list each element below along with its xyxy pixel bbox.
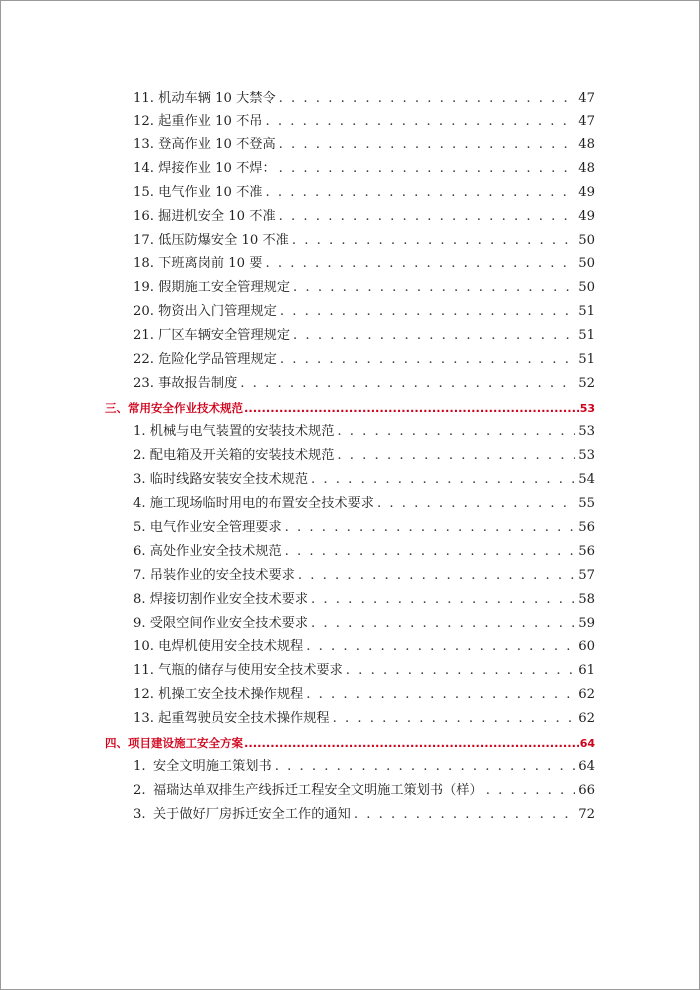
toc-entry-label — [133, 803, 351, 827]
toc-entry-label: 6. 高处作业安全技术规范 — [133, 544, 282, 559]
leader-dots — [486, 779, 576, 803]
toc-entry-label: 1. 机械与电气装置的安装技术规范 — [133, 424, 335, 439]
toc-entry-label: 22. 危险化学品管理规定 — [133, 352, 277, 367]
toc-entry-label: 16. 掘进机安全 10 不准 — [133, 209, 276, 224]
toc-entry-label: 5. 电气作业安全管理要求 — [133, 520, 282, 535]
toc-entry-page: 48 — [578, 161, 595, 176]
toc-entry[interactable] — [133, 110, 595, 134]
toc-entry-label: 11. 机动车辆 10 大禁令 — [133, 91, 276, 106]
toc-entry-page: 50 — [578, 256, 595, 271]
toc-entry[interactable] — [133, 612, 595, 636]
leader-dots — [293, 324, 575, 348]
toc-entry-label: 13. 登高作业 10 不登高 — [133, 137, 276, 152]
toc-entry-number: 3. — [133, 807, 146, 822]
toc-entry[interactable] — [133, 157, 595, 181]
toc-entry-page: 55 — [578, 496, 595, 511]
leader-dots — [244, 731, 579, 755]
toc-entry[interactable] — [133, 444, 595, 468]
toc-entry-page: 52 — [578, 376, 595, 391]
toc-entry-page: 59 — [578, 616, 595, 631]
toc-entry-label: 9. 受限空间作业安全技术要求 — [133, 616, 309, 631]
toc-entry[interactable] — [133, 181, 595, 205]
toc-entry-label: 19. 假期施工安全管理规定 — [133, 280, 291, 295]
toc-entry[interactable] — [133, 779, 595, 803]
toc-entry-text: 关于做好厂房拆迁安全工作的通知 — [153, 807, 351, 822]
toc-entry-text: 安全文明施工策划书 — [153, 759, 272, 774]
toc-entry-label: 12. 机操工安全技术操作规程 — [133, 687, 304, 702]
toc-entry-page: 50 — [578, 280, 595, 295]
toc-entry-page: 53 — [578, 424, 595, 439]
toc-section-page: 53 — [579, 402, 595, 415]
leader-dots — [280, 300, 575, 324]
toc-entry[interactable] — [133, 803, 595, 827]
toc-entry[interactable] — [133, 324, 595, 348]
toc-entry[interactable] — [133, 420, 595, 444]
leader-dots — [279, 205, 576, 229]
toc-section-4[interactable] — [105, 731, 595, 755]
toc-entry-label: 23. 事故报告制度 — [133, 376, 238, 391]
toc-entry-page: 50 — [578, 233, 595, 248]
toc-section-label: 四、项目建设施工安全方案 — [105, 736, 243, 750]
leader-dots — [377, 492, 575, 516]
toc-entry-page: 49 — [578, 209, 595, 224]
toc-entry-label: 21. 厂区车辆安全管理规定 — [133, 328, 291, 343]
toc-entry[interactable] — [133, 588, 595, 612]
toc-entry[interactable] — [133, 683, 595, 707]
toc-entry-label: 20. 物资出入门管理规定 — [133, 304, 277, 319]
toc-entry[interactable] — [133, 348, 595, 372]
toc-entry-label — [133, 779, 483, 803]
toc-entry-page: 64 — [578, 759, 595, 774]
toc-entry-label: 7. 吊装作业的安全技术要求 — [133, 568, 295, 583]
toc-entry-page: 51 — [578, 304, 595, 319]
toc-entry[interactable] — [133, 133, 595, 157]
toc-entry[interactable] — [133, 372, 595, 396]
leader-dots — [293, 276, 575, 300]
leader-dots — [333, 707, 576, 731]
toc-entry-page: 48 — [578, 137, 595, 152]
toc-entry[interactable] — [133, 468, 595, 492]
toc-entry-page: 54 — [578, 472, 595, 487]
toc-entry-label: 13. 起重驾驶员安全技术操作规程 — [133, 711, 330, 726]
toc-entry[interactable] — [133, 492, 595, 516]
toc-entry-page: 56 — [578, 544, 595, 559]
toc-entry-page: 72 — [578, 807, 595, 822]
leader-dots — [279, 87, 576, 111]
toc-entry-page: 66 — [578, 783, 595, 798]
toc-entry-label: 17. 低压防爆安全 10 不准 — [133, 233, 289, 248]
leader-dots — [265, 181, 575, 205]
leader-dots — [298, 564, 575, 588]
toc-entry-page: 47 — [578, 91, 595, 106]
toc-entry[interactable] — [133, 229, 595, 253]
toc-entry[interactable] — [133, 87, 595, 111]
leader-dots — [285, 540, 576, 564]
toc-entry-label — [133, 755, 272, 779]
leader-dots — [244, 396, 579, 420]
leader-dots — [354, 803, 575, 827]
leader-dots — [337, 444, 575, 468]
toc-entry-label: 10. 电焊机使用安全技术规程 — [133, 639, 304, 654]
leader-dots — [337, 420, 575, 444]
toc-entry[interactable] — [133, 300, 595, 324]
toc-entry-label: 4. 施工现场临时用电的布置安全技术要求 — [133, 496, 374, 511]
leader-dots — [306, 635, 575, 659]
toc-entry-page: 51 — [578, 352, 595, 367]
toc-entry-page: 62 — [578, 711, 595, 726]
toc-entry-page: 56 — [578, 520, 595, 535]
toc-entry-number: 2. — [133, 783, 146, 798]
leader-dots — [311, 588, 575, 612]
toc-entry-page: 60 — [578, 639, 595, 654]
toc-entry[interactable] — [133, 635, 595, 659]
toc-entry[interactable] — [133, 276, 595, 300]
toc-entry-label: 8. 焊接切割作业安全技术要求 — [133, 592, 309, 607]
leader-dots — [311, 612, 575, 636]
toc-entry[interactable] — [133, 540, 595, 564]
toc-entry[interactable] — [133, 205, 595, 229]
leader-dots — [279, 133, 576, 157]
toc-entry[interactable] — [133, 516, 595, 540]
toc-entry-page: 49 — [578, 185, 595, 200]
leader-dots — [279, 157, 576, 181]
toc-entry-label: 3. 临时线路安装安全技术规范 — [133, 472, 309, 487]
leader-dots — [346, 659, 575, 683]
leader-dots — [265, 110, 575, 134]
toc-entry-page: 51 — [578, 328, 595, 343]
toc-entry-label: 15. 电气作业 10 不准 — [133, 185, 263, 200]
toc-entry[interactable] — [133, 755, 595, 779]
toc-section-3[interactable] — [105, 396, 595, 420]
toc-entry[interactable] — [133, 252, 595, 276]
toc-entry-page: 62 — [578, 687, 595, 702]
toc-section-page: 64 — [579, 737, 595, 750]
toc-entry-page: 53 — [578, 448, 595, 463]
leader-dots — [265, 252, 575, 276]
toc-entry[interactable] — [133, 564, 595, 588]
leader-dots — [275, 755, 576, 779]
toc-entry[interactable] — [133, 659, 595, 683]
toc-entry-label: 12. 起重作业 10 不吊 — [133, 114, 263, 129]
toc-section-label: 三、常用安全作业技术规范 — [105, 401, 243, 415]
leader-dots — [306, 683, 575, 707]
leader-dots — [240, 372, 575, 396]
leader-dots — [311, 468, 575, 492]
leader-dots — [285, 516, 576, 540]
toc-entry-label: 18. 下班离岗前 10 要 — [133, 256, 263, 271]
toc-entry-page: 57 — [578, 568, 595, 583]
toc-entry-page: 47 — [578, 114, 595, 129]
toc-entry[interactable] — [133, 707, 595, 731]
toc-entry-label: 11. 气瓶的储存与使用安全技术要求 — [133, 663, 343, 678]
toc-entry-page: 58 — [578, 592, 595, 607]
toc-entry-label: 2. 配电箱及开关箱的安装技术规范 — [133, 448, 335, 463]
toc-entry-number: 1. — [133, 759, 146, 774]
toc-entry-page: 61 — [578, 663, 595, 678]
toc-entry-label: 14. 焊接作业 10 不焊： — [133, 161, 276, 176]
leader-dots — [280, 348, 575, 372]
toc-entry-text: 福瑞达单双排生产线拆迁工程安全文明施工策划书（样） — [153, 783, 483, 798]
leader-dots — [292, 229, 575, 253]
